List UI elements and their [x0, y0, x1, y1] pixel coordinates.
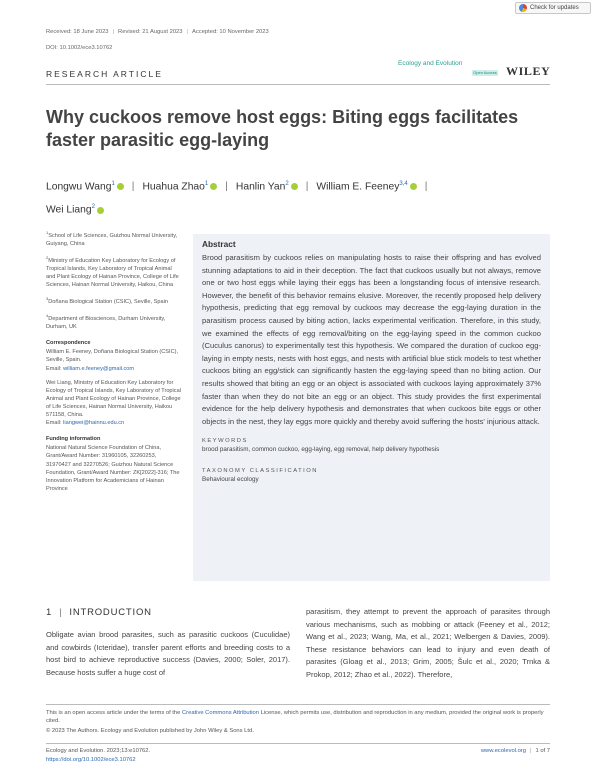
open-access-badge: Open Access: [473, 70, 497, 75]
section-number: 1: [46, 607, 53, 618]
abstract-text: Brood parasitism by cuckoos relies on manipulating hosts to raise their offspring and has evolved stunning adaptations to aid in their deception. The fact that cuckoos usually but not always, remove one or two host eggs while laying their eggs has been a longstanding focus of intensive research. However, the benefit of this behavior remains elusive. Moreover, the recently proposed help delivery hypothesis, predicting that egg removal by cuckoos may decrease the egg-laying duration in the parasitism process caused by biting action, lacks experimental verification. Therefore, in this study, we examined the effects of egg removal/biting on the egg-laying speed in the common cuckoo (Cuculus canorus) to experimentally test this hypothesis. We compared the duration of cuckoo egg-laying in empty nests, nests with host eggs, and nests with artificial blue stick models to test whether cuckoos biting an egg/stick can significantly hasten the egg-laying speed than no biting action. Our results showed that biting an egg or an object is associated with cuckoos laying approximately 37% faster than when they do not bite an egg or an object. This study provides the first experimental evidence for the help delivery hypothesis and demonstrates that when cuckoos bite eggs or other objects in the nest, they lay eggs more quickly and thereby avoid suffering the hosts' injurious attack.: [202, 253, 541, 426]
orcid-icon[interactable]: [291, 183, 298, 190]
email-link[interactable]: william.e.feeney@gmail.com: [63, 365, 135, 372]
publisher-logo: WILEY: [506, 64, 551, 78]
author-affiliation-ref[interactable]: 2: [91, 204, 95, 211]
correspondence-entry: Wei Liang, Ministry of Education Key Laboratory for Ecology of Tropical Islands, Key Laboratory of Tropical Animal and Plant Ecology of Hainan Province, College of Life Sciences, Hainan Normal University, Haikou 571158, China. Email: liangwei@hainnu.edu.cn: [46, 379, 181, 427]
date-separator: |: [112, 29, 115, 35]
keywords-text: brood parasitism, common cuckoo, egg-laying, egg removal, help delivery hypothesis: [202, 446, 440, 454]
author-affiliation-ref[interactable]: 3,4: [399, 181, 408, 187]
license-notice: This is an open access article under the terms of the Creative Commons Attribution License, which permits use, distribution and reproduction in any medium, provided the original work is properly cited.: [46, 710, 544, 725]
copyright-notice: © 2023 The Authors. Ecology and Evolution published by John Wiley & Sons Ltd.: [46, 728, 254, 734]
orcid-icon[interactable]: [210, 183, 217, 190]
taxonomy-text: Behavioural ecology: [202, 476, 259, 484]
author-separator: |: [225, 181, 228, 193]
author-list: [46, 174, 556, 221]
body-column-right: [306, 606, 550, 682]
author-name[interactable]: Longwu Wang: [46, 181, 112, 193]
abstract-box: [193, 234, 550, 581]
author-separator: |: [424, 181, 428, 193]
funding-text: National Natural Science Foundation of China, Grant/Award Number: 31960105, 32260253, 31970427 and 32270526; Guizhou Natural Science Foundation, Grant/Award Number: ZK[2022]-316; The Innovation Platform for Academicians of Hainan Province: [46, 445, 180, 492]
journal-logo: [398, 60, 497, 75]
orcid-icon[interactable]: [117, 183, 124, 190]
footer-separator: |: [529, 748, 532, 754]
affiliation: $^2$Ministry of Education Key Laboratory for Ecology of Tropical Islands, Key Laboratory of Tropical Animal and Plant Ecology of Hainan Province, College of Life Sciences, Hainan Normal University, Haikou, China: [46, 255, 179, 289]
author-affiliation-ref[interactable]: 1: [204, 181, 209, 187]
journal-site-link[interactable]: www.ecolevol.org: [480, 748, 526, 754]
doi: DOI: 10.1002/ece3.10762: [46, 45, 113, 51]
license-link[interactable]: Creative Commons Attribution: [181, 710, 259, 716]
article-dates: [46, 29, 269, 35]
author-name[interactable]: Huahua Zhao: [142, 181, 205, 193]
email-link[interactable]: liangwei@hainnu.edu.cn: [63, 420, 125, 427]
author-separator: |: [131, 181, 135, 193]
author-affiliation-ref[interactable]: 1: [111, 181, 115, 187]
abstract-heading: Abstract: [202, 239, 236, 249]
section-title: INTRODUCTION: [69, 607, 152, 618]
author-name[interactable]: Wei Liang: [46, 204, 92, 216]
header-divider: [46, 84, 550, 85]
received-date: Received: 18 June 2023: [46, 29, 109, 35]
author-name[interactable]: Hanlin Yan: [235, 181, 286, 193]
author-name[interactable]: William E. Feeney: [316, 181, 400, 193]
section-separator: |: [59, 607, 63, 618]
citation: Ecology and Evolution. 2023;13:e10762.: [46, 748, 151, 754]
journal-name: Ecology and Evolution: [398, 60, 463, 67]
doi-link[interactable]: https://doi.org/10.1002/ece3.10762: [46, 757, 136, 763]
correspondence-heading: Correspondence: [46, 340, 91, 347]
orcid-icon[interactable]: [97, 207, 104, 214]
check-updates-label: Check for updates: [530, 5, 579, 11]
body-paragraph: parasitism, they attempt to prevent the approach of parasites through various mechanisms, such as mobbing or attack (Feeney et al., 2012; Wang et al., 2023; Wang, Ma, et al., 2021; Welbergen & Davies, 2009). These resistance behaviors can lead to injury and even death of parasites (Gloag et al., 2013; Grim, 2005; Šulc et al., 2020; Trnka & Prokop, 2012; Zhao et al., 2022). Therefore,: [306, 607, 550, 679]
correspondence-entry: William E. Feeney, Doñana Biological Station (CSIC), Seville, Spain. Email: william.e.feeney@gmail.com: [46, 349, 179, 372]
date-separator: |: [186, 29, 189, 35]
affiliation: $^4$Department of Biosciences, Durham University, Durham, UK: [46, 313, 166, 331]
taxonomy-heading: TAXONOMY CLASSIFICATION: [202, 468, 318, 475]
body-paragraph: Obligate avian brood parasites, such as parasitic cuckoos (Cuculidae) and cowbirds (Icteridae), transfer parent efforts and breeding costs to a host bird to achieve reproductive success (Davies, 2000; Soler, 2017). Because hosts suffer a huge cost of: [46, 630, 290, 677]
footer-divider: [46, 743, 550, 744]
author-affiliation-ref[interactable]: 2: [285, 181, 289, 187]
affiliations-sidebar: [46, 229, 182, 499]
author-separator: |: [305, 181, 309, 193]
footer-divider: [46, 704, 550, 705]
page-number: 1 of 7: [535, 748, 550, 754]
article-title: Why cuckoos remove host eggs: Biting eggs facilitates faster parasitic egg-laying: [46, 107, 519, 150]
accepted-date: Accepted: 10 November 2023: [192, 29, 269, 35]
body-column-left: [46, 607, 290, 679]
article-type: RESEARCH ARTICLE: [46, 69, 163, 79]
orcid-icon[interactable]: [410, 183, 417, 190]
footer-citation: [46, 747, 150, 765]
funding-heading: Funding information: [46, 436, 101, 443]
section-heading: [46, 607, 290, 618]
check-for-updates-button[interactable]: [515, 2, 591, 14]
crossmark-icon: [519, 4, 527, 12]
footer-page-info: [481, 748, 550, 754]
affiliation: $^3$Doñana Biological Station (CSIC), Seville, Spain: [46, 296, 168, 306]
keywords-heading: KEYWORDS: [202, 438, 248, 445]
affiliation: $^1$School of Life Sciences, Guizhou Normal University, Guiyang, China: [46, 230, 178, 247]
revised-date: Revised: 21 August 2023: [118, 29, 183, 35]
